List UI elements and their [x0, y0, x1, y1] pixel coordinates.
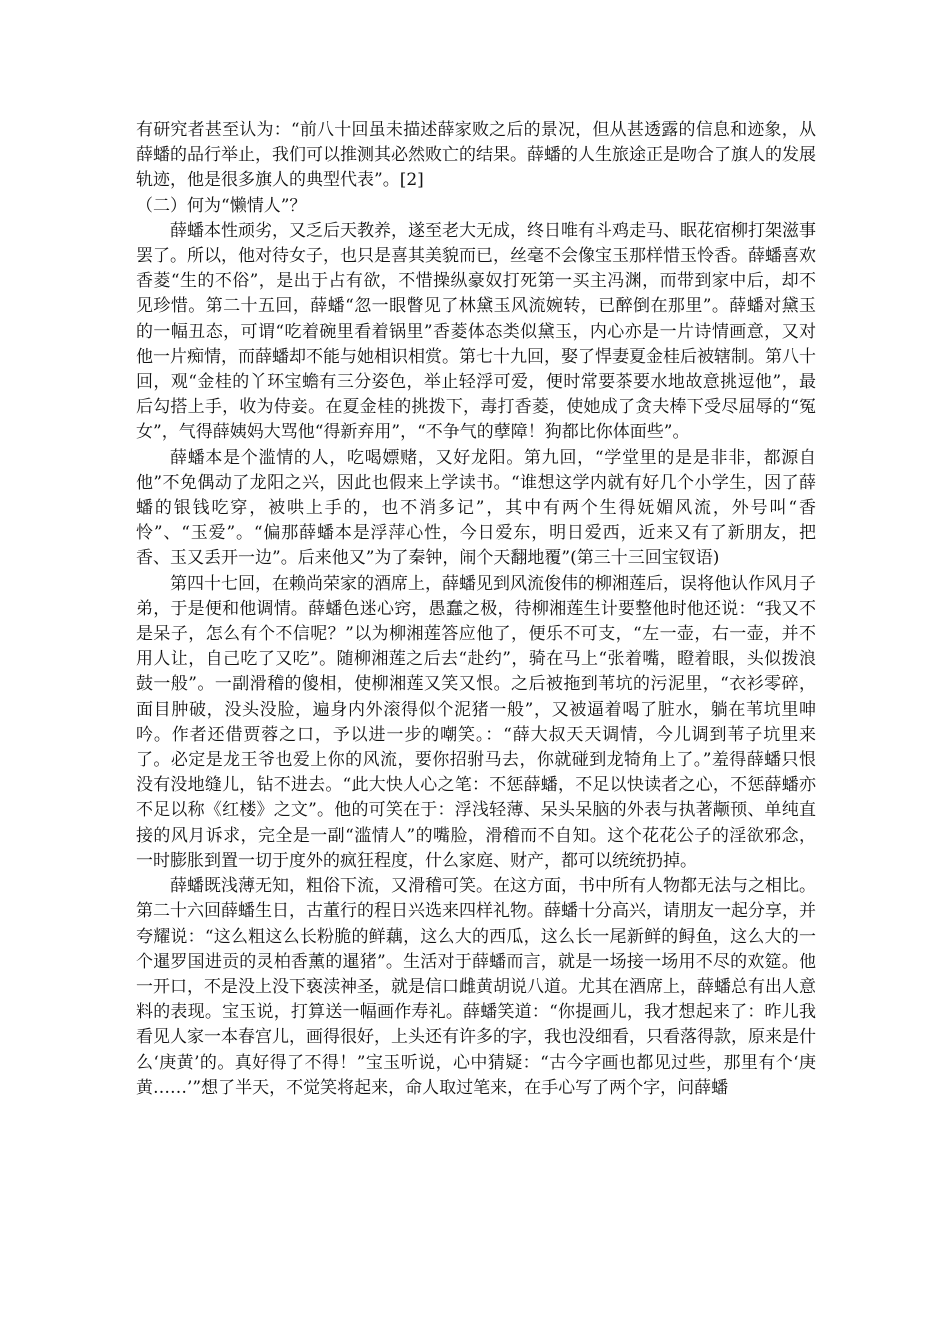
paragraph-intro: 有研究者甚至认为：“前八十回虽未描述薛家败之后的景况，但从甚透露的信息和迹象，从薛蟠的品行举止，我们可以推测其必然败亡的结果。薛蟠的人生旅途正是吻合了旗人的发展轨迹，他是很多旗人的典型代表”。[2] [136, 120, 816, 191]
paragraph-vulgarity: 薛蟠既浅薄无知，粗俗下流，又滑稽可笑。在这方面，书中所有人物都无法与之相比。第二十六回薛蟠生日，古董行的程日兴选来四样礼物。薛蟠十分高兴，请朋友一起分享，并夸耀说：“这么粗这么长粉脆的鲜藕，这么大的西瓜，这么长一尾新鲜的鲟鱼，这么大的一个暹罗国进贡的灵柏香薰的暹猪”。生活对于薛蟠而言，就是一场接一场用不尽的欢筵。他一开口，不是没上没下亵渎神圣，就是信口雌黄胡说八道。尤其在酒席上，薛蟠总有出人意料的表现。宝玉说，打算送一幅画作寿礼。薛蟠笑道：“你提画儿，我才想起来了：昨儿我看见人家一本春宫儿，画得很好，上头还有许多的字，我也没细看，只看落得款，原来是什么‘庚黄’的。真好得了不得！”宝玉听说，心中猜疑：“古今字画也都见过些，那里有个‘庚黄……’”想了半天，不觉笑将起来，命人取过笔来，在手心写了两个字，问薛蟠 [136, 876, 816, 1098]
paragraph-treatment-of-women: 薛蟠本性顽劣，又乏后天教养，遂至老大无成，终日唯有斗鸡走马、眠花宿柳打架滋事罢了。所以，他对待女子，也只是喜其美貌而已，丝毫不会像宝玉那样惜玉怜香。薛蟠喜欢香菱“生的不俗”，是出于占有欲，不惜操纵豪奴打死第一买主冯渊，而带到家中后，却不见珍惜。第二十五回，薛蟠“忽一眼瞥见了林黛玉风流婉转，已醉倒在那里”。薛蟠对黛玉的一幅丑态，可谓“吃着碗里看着锅里”香菱体态类似黛玉，内心亦是一片诗情画意，又对他一片痴情，而薛蟠却不能与她相识相赏。第七十九回，娶了悍妻夏金桂后被辖制。第八十回，观“金桂的丫环宝蟾有三分姿色，举止轻浮可爱，便时常要茶要水地故意挑逗他”，最后勾搭上手，收为侍妾。在夏金桂的挑拨下，毒打香菱，使她成了贪夫棒下受尽屈辱的“冤女”，气得薛姨妈大骂他“得新弃用”，“不争气的孽障！狗都比你体面些”。 [136, 220, 816, 443]
section-heading: （二）何为“懒情人”？ [136, 195, 307, 216]
document-body [136, 118, 816, 1101]
paragraph-promiscuity: 薛蟠本是个滥情的人，吃喝嫖赌，又好龙阳。第九回，“学堂里的是是非非，都源自他”不免偶动了龙阳之兴，因此也假来上学读书。“谁想这学内就有好几个小学生，因了薛蟠的银钱吃穿，被哄上手的，也不消多记”，其中有两个生得妩媚风流，外号叫“香怜”、“玉爱”。“偏那薛蟠本是浮萍心性，今日爱东，明日爱西，近来又有了新朋友，把香、玉又丢开一边”。后来他又”为了秦钟，闹个天翻地覆”(第三十三回宝钗语) [136, 447, 816, 569]
paragraph-liu-xianglian: 第四十七回，在赖尚荣家的酒席上，薛蟠见到风流俊伟的柳湘莲后，误将他认作风月子弟，于是便和他调情。薛蟠色迷心窍，愚蠢之极，待柳湘莲生计要整他时他还说：“我又不是呆子，怎么有个不信呢？”以为柳湘莲答应他了，便乐不可支，“左一壶，右一壶，并不用人让，自己吃了又吃”。随柳湘莲之后去“赴约”，骑在马上“张着嘴，瞪着眼，头似拨浪鼓一般”。一副滑稽的傻相，使柳湘莲又笑又恨。之后被拖到苇坑的污泥里，“衣衫零碎，面目肿破，没头没脸，遍身内外滚得似个泥猪一般”，又被逼着喝了脏水，躺在苇坑里呻吟。作者还借贾蓉之口，予以进一步的嘲笑。：“薛大叔天天调情，今儿调到苇子坑里来了。必定是龙王爷也爱上你的风流，要你招驸马去，你就碰到龙犄角上了。”羞得薛蟠只恨没有没地缝儿，钻不进去。“此大快人心之笔：不惩薛蟠，不足以快读者之心，不惩薛蟠亦不足以称《红楼》之文”。他的可笑在于：浮浅轻薄、呆头呆脑的外表与执著颟顸、单纯直接的风月诉求，完全是一副“滥情人”的嘴脸，滑稽而不自知。这个花花公子的淫欲邪念，一时膨胀到置一切于度外的疯狂程度，什么家庭、财产，都可以统统扔掉。 [136, 573, 816, 871]
